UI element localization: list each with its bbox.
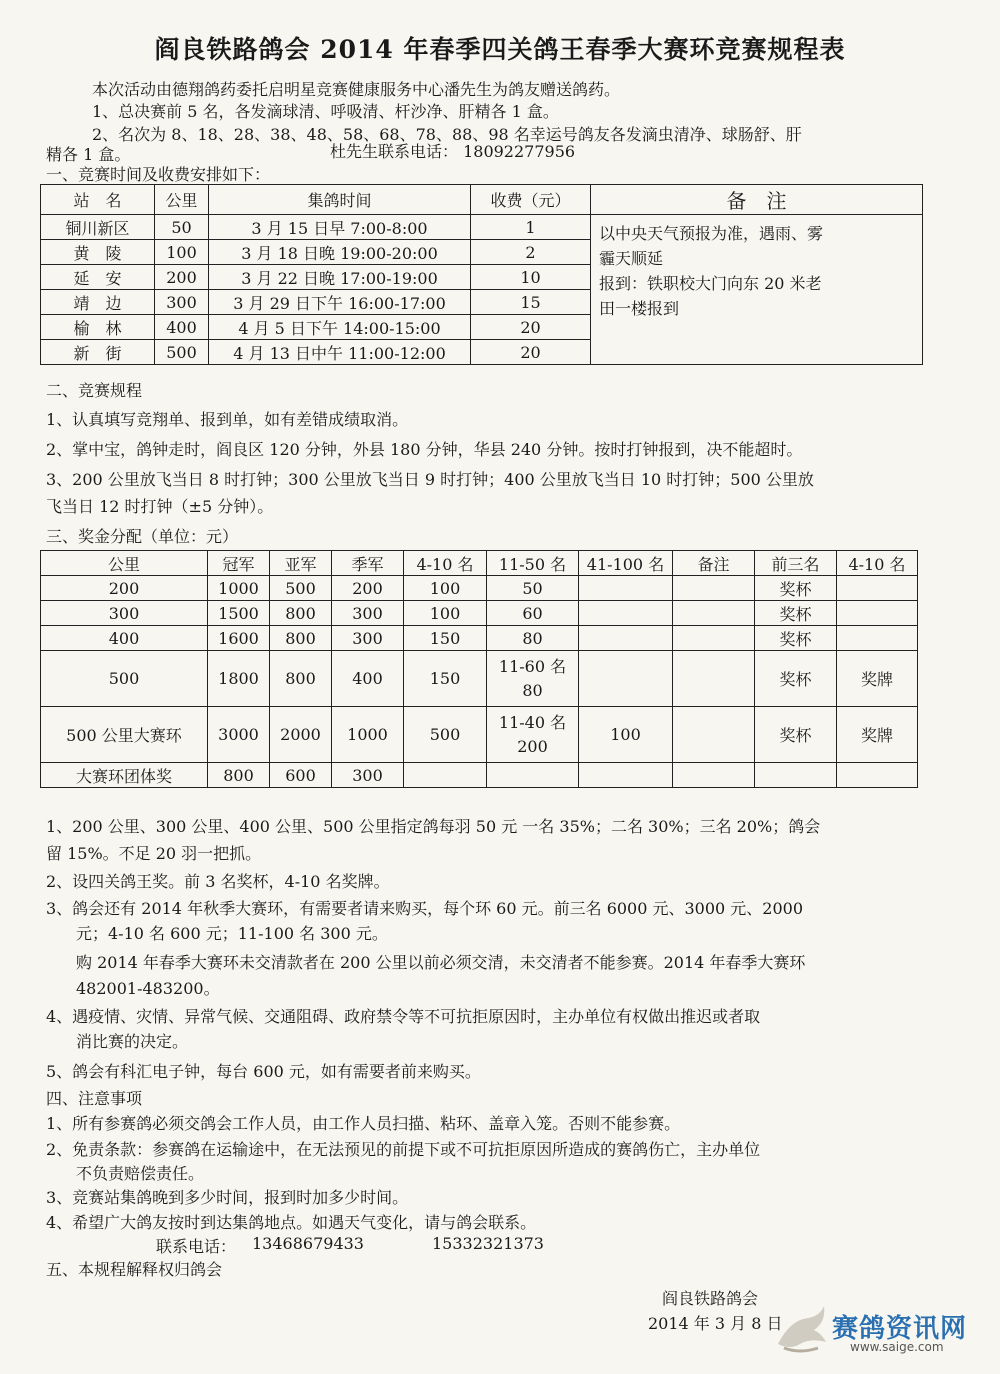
station-cell: 靖 边: [41, 290, 155, 315]
remark-cell: [591, 215, 923, 365]
table-cell: [673, 651, 755, 707]
header-cell: 4-10 名: [837, 551, 918, 576]
header-cell: 站 名: [41, 185, 155, 215]
table-cell: [755, 763, 837, 788]
table-cell: 600: [270, 763, 332, 788]
fee-cell: 10: [471, 265, 591, 290]
table-cell: [579, 763, 673, 788]
table-cell: [673, 576, 755, 601]
schedule-header-row: [41, 185, 923, 215]
km-cell: 200: [155, 265, 209, 290]
remark-line: 田一楼报到: [599, 299, 680, 318]
notice-line: 1、所有参赛鸽必须交鸽会工作人员，由工作人员扫描、粘环、盖章入笼。否则不能参赛。: [46, 1114, 681, 1133]
table-cell: 奖杯: [755, 651, 837, 707]
watermark-text: 赛鸽资讯网: [832, 1314, 968, 1344]
prize-note: 482001-483200。: [76, 979, 220, 998]
header-cell: 冠军: [208, 551, 270, 576]
table-cell: 300: [332, 626, 404, 651]
intro-line: 1、总决赛前 5 名，各发滴球清、呼吸清、杆沙净、肝精各 1 盒。: [92, 102, 559, 121]
table-cell: 1000: [208, 576, 270, 601]
prize-note: 1、200 公里、300 公里、400 公里、500 公里指定鸽每羽 50 元 一名 35%；二名 30%；三名 20%；鸽会: [46, 817, 821, 836]
table-cell: 300: [332, 601, 404, 626]
table-cell: 1500: [208, 601, 270, 626]
rule-line: 3、200 公里放飞当日 8 时打钟；300 公里放飞当日 9 时打钟；400 公里放飞当日 10 时打钟；500 公里放: [46, 470, 814, 489]
contact-label: 联系电话：: [156, 1237, 237, 1256]
time-cell: 3 月 22 日晚 17:00-19:00: [209, 265, 471, 290]
fee-cell: 1: [471, 215, 591, 240]
table-cell: 400: [41, 626, 208, 651]
station-cell: 黄 陵: [41, 240, 155, 265]
table-row: [41, 763, 918, 788]
prize-note: 留 15%。不足 20 羽一把抓。: [46, 844, 262, 863]
signature-org: 阎良铁路鸽会: [662, 1289, 759, 1308]
table-cell: 100: [404, 576, 487, 601]
table-cell-multiline: [487, 707, 579, 763]
time-cell: 4 月 13 日中午 11:00-12:00: [209, 340, 471, 365]
prize-table: [40, 550, 918, 788]
prize-note: 4、遇疫情、灾情、异常气候、交通阻碍、政府禁令等不可抗拒原因时，主办单位有权做出推迟或者取: [46, 1007, 761, 1026]
header-cell: 4-10 名: [404, 551, 487, 576]
section5-heading: 五、本规程解释权归鸽会: [46, 1260, 223, 1279]
table-cell: 500: [41, 651, 208, 707]
table-cell: 100: [579, 707, 673, 763]
table-row: [41, 601, 918, 626]
station-cell: 铜川新区: [41, 215, 155, 240]
station-cell: 延 安: [41, 265, 155, 290]
cell-line: 80: [522, 680, 543, 700]
table-row: [41, 576, 918, 601]
cell-line: 200: [517, 736, 548, 756]
rule-line: 2、掌中宝，鸽钟走时，阎良区 120 分钟，外县 180 分钟，华县 240 分钟。按时打钟报到，决不能超时。: [46, 440, 803, 459]
rule-line: 飞当日 12 时打钟（±5 分钟）。: [46, 497, 274, 516]
fee-cell: 2: [471, 240, 591, 265]
fee-cell: 20: [471, 340, 591, 365]
table-cell: 2000: [270, 707, 332, 763]
prize-note: 消比赛的决定。: [76, 1032, 189, 1051]
document-title: 阎良铁路鸽会 2014 年春季四关鸽王春季大赛环竞赛规程表: [154, 35, 846, 64]
remark-line: 霾天顺延: [599, 249, 664, 268]
km-cell: 100: [155, 240, 209, 265]
table-cell: 奖牌: [837, 651, 918, 707]
table-cell: 400: [332, 651, 404, 707]
time-cell: 3 月 18 日晚 19:00-20:00: [209, 240, 471, 265]
table-cell: 500: [270, 576, 332, 601]
section2-heading: 二、竞赛规程: [46, 381, 143, 400]
table-cell: 100: [404, 601, 487, 626]
header-cell: 季军: [332, 551, 404, 576]
table-cell: 奖杯: [755, 626, 837, 651]
remark-line: 以中央天气预报为准，遇雨、雾: [599, 224, 824, 243]
table-cell: [673, 601, 755, 626]
table-cell: 300: [332, 763, 404, 788]
table-cell: 800: [270, 651, 332, 707]
table-cell: 150: [404, 626, 487, 651]
header-cell: 41-100 名: [579, 551, 673, 576]
table-row: [41, 626, 918, 651]
table-cell: [579, 576, 673, 601]
header-cell: 公里: [155, 185, 209, 215]
table-row: [41, 707, 918, 763]
header-cell: 前三名: [755, 551, 837, 576]
prize-note: 元；4-10 名 600 元；11-100 名 300 元。: [76, 924, 388, 943]
pigeon-logo-icon: [770, 1300, 830, 1360]
table-cell: 奖杯: [755, 707, 837, 763]
time-cell: 3 月 29 日下午 16:00-17:00: [209, 290, 471, 315]
table-cell: 1600: [208, 626, 270, 651]
header-cell: 备注: [673, 551, 755, 576]
intro-line: 精各 1 盒。: [46, 145, 131, 164]
table-cell: [579, 626, 673, 651]
intro-line: 2、名次为 8、18、28、38、48、58、68、78、88、98 名幸运号鸽友各发滴虫清净、球肠舒、肝: [92, 125, 802, 144]
fee-cell: 15: [471, 290, 591, 315]
table-cell: 800: [270, 601, 332, 626]
schedule-table: [40, 184, 923, 365]
time-cell: 4 月 5 日下午 14:00-15:00: [209, 315, 471, 340]
table-cell-multiline: [487, 651, 579, 707]
table-cell: [487, 763, 579, 788]
km-cell: 300: [155, 290, 209, 315]
prize-note: 2、设四关鸽王奖。前 3 名奖杯，4-10 名奖牌。: [46, 872, 390, 891]
table-cell: [837, 626, 918, 651]
km-cell: 50: [155, 215, 209, 240]
section1-heading: 一、竞赛时间及收费安排如下：: [46, 165, 271, 184]
table-cell: 300: [41, 601, 208, 626]
notice-line: 4、希望广大鸽友按时到达集鸽地点。如遇天气变化，请与鸽会联系。: [46, 1213, 537, 1232]
table-cell: 500 公里大赛环: [41, 707, 208, 763]
table-cell: 150: [404, 651, 487, 707]
table-cell: 奖杯: [755, 576, 837, 601]
notice-line: 2、免责条款：参赛鸽在运输途中，在无法预见的前提下或不可抗拒原因所造成的赛鸽伤亡，主办单位: [46, 1140, 761, 1159]
prize-header-row: [41, 551, 918, 576]
header-cell: 公里: [41, 551, 208, 576]
table-cell: 1000: [332, 707, 404, 763]
time-cell: 3 月 15 日早 7:00-8:00: [209, 215, 471, 240]
notice-line: 不负责赔偿责任。: [76, 1164, 205, 1183]
km-cell: 500: [155, 340, 209, 365]
table-row: [41, 215, 923, 240]
table-cell: [673, 763, 755, 788]
table-cell: 奖牌: [837, 707, 918, 763]
header-cell: 集鸽时间: [209, 185, 471, 215]
section4-heading: 四、注意事项: [46, 1089, 143, 1108]
table-cell: [404, 763, 487, 788]
site-watermark: [770, 1300, 990, 1360]
contact-du: 杜先生联系电话： 18092277956: [330, 142, 576, 161]
station-cell: 新 街: [41, 340, 155, 365]
prize-note: 3、鸽会还有 2014 年秋季大赛环，有需要者请来购买，每个环 60 元。前三名 6000 元、3000 元、2000: [46, 899, 804, 918]
table-row: [41, 651, 918, 707]
prize-note: 5、鸽会有科汇电子钟，每台 600 元，如有需要者前来购买。: [46, 1062, 481, 1081]
table-cell: 200: [41, 576, 208, 601]
table-cell: 60: [487, 601, 579, 626]
header-cell: 亚军: [270, 551, 332, 576]
table-cell: 奖杯: [755, 601, 837, 626]
contact-phone-1: 13468679433: [252, 1234, 364, 1253]
station-cell: 榆 林: [41, 315, 155, 340]
header-cell: 备 注: [591, 185, 923, 215]
km-cell: 400: [155, 315, 209, 340]
cell-line: 11-60 名: [498, 656, 567, 676]
table-cell: [837, 601, 918, 626]
notice-line: 3、竞赛站集鸽晚到多少时间，报到时加多少时间。: [46, 1188, 409, 1207]
section3-heading: 三、奖金分配（单位：元）: [46, 527, 239, 546]
table-cell: 3000: [208, 707, 270, 763]
table-cell: [837, 763, 918, 788]
table-cell: 50: [487, 576, 579, 601]
table-cell: [673, 707, 755, 763]
watermark-url: www.saige.com: [850, 1340, 944, 1354]
signature-date: 2014 年 3 月 8 日: [648, 1314, 783, 1333]
table-cell: 200: [332, 576, 404, 601]
contact-phone-2: 15332321373: [432, 1234, 544, 1253]
table-cell: [579, 651, 673, 707]
table-cell: 1800: [208, 651, 270, 707]
table-cell: 800: [208, 763, 270, 788]
fee-cell: 20: [471, 315, 591, 340]
table-cell: 800: [270, 626, 332, 651]
table-cell: [579, 601, 673, 626]
rule-line: 1、认真填写竞翔单、报到单，如有差错成绩取消。: [46, 410, 409, 429]
table-cell: [837, 576, 918, 601]
table-cell: 大赛环团体奖: [41, 763, 208, 788]
header-cell: 收费（元）: [471, 185, 591, 215]
table-cell: 500: [404, 707, 487, 763]
table-cell: [673, 626, 755, 651]
cell-line: 11-40 名: [498, 712, 567, 732]
header-cell: 11-50 名: [487, 551, 579, 576]
table-cell: 80: [487, 626, 579, 651]
prize-note: 购 2014 年春季大赛环未交清款者在 200 公里以前必须交清，未交清者不能参赛。2014 年春季大赛环: [76, 953, 806, 972]
intro-line: 本次活动由德翔鸽药委托启明星竞赛健康服务中心潘先生为鸽友赠送鸽药。: [92, 80, 621, 99]
remark-line: 报到：铁职校大门向东 20 米老: [599, 274, 822, 293]
